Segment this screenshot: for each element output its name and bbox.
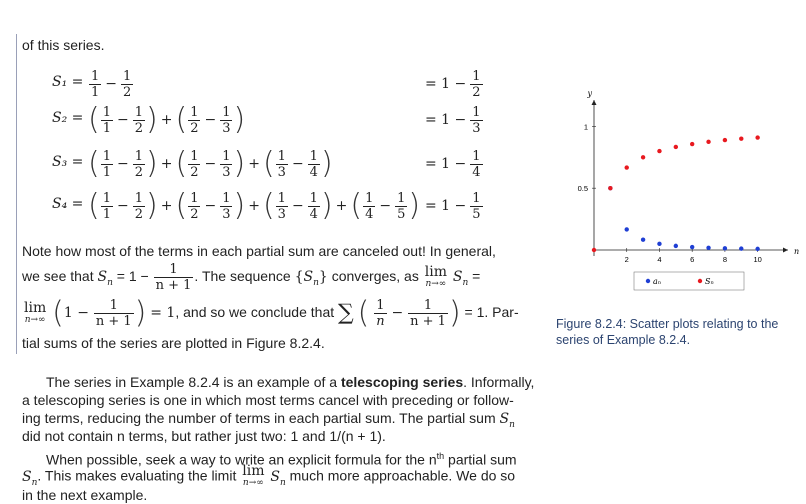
y-axis-label: y xyxy=(587,89,592,98)
x-tick-label: 10 xyxy=(753,255,762,264)
y-tick-label: 0.5 xyxy=(577,184,588,194)
fraction: $\frac{1}{4}$ xyxy=(365,190,374,222)
scatter-plot xyxy=(556,86,800,306)
y-tick-label: 1 xyxy=(583,122,588,132)
point-a-n xyxy=(674,244,678,248)
partial-sum-row: S₂ = ( $\frac{1}{1}$ − $\frac{1}{2}$ ) + ( $\frac{1}{2}$ − $\frac{1}{3}$ ) = 1 − $\frac{1}{3}$ xyxy=(22,100,502,140)
legend-label: aₙ xyxy=(653,277,662,286)
point-s-n xyxy=(706,140,710,144)
fraction: $\frac{1}{4}$ xyxy=(309,148,318,180)
fraction: $\frac{1}{4}$ xyxy=(309,190,318,222)
point-a-n xyxy=(690,245,694,249)
partial-sum-row: S₄ = ( $\frac{1}{1}$ − $\frac{1}{2}$ ) + ( $\frac{1}{2}$ − $\frac{1}{3}$ ) + ( $\frac{1}{3}$ − $\frac{1}{4}$ ) + ( $\frac{1}{4}$ − $\frac{1}{5}$ ) = 1 − $\frac{1}{5}$ xyxy=(22,186,502,226)
fraction: $\frac{1}{3}$ xyxy=(222,104,231,136)
x-axis-label: n xyxy=(794,247,800,256)
x-tick-label: 6 xyxy=(690,255,695,264)
point-s-n xyxy=(755,135,759,139)
point-s-n xyxy=(592,248,596,252)
point-s-n xyxy=(674,145,678,149)
fraction: $\frac{1}{1}$ xyxy=(102,148,111,180)
para1-line1: Note how most of the terms in each partial sum are canceled out! In general, xyxy=(22,243,496,259)
legend-marker xyxy=(646,279,650,283)
para3-line1: When possible, seek a way to write an explicit formula for the $n^{th}$ partial sum xyxy=(46,451,517,468)
para2-line1: The series in Example 8.2.4 is an example of a telescoping series. Informally, xyxy=(46,374,535,390)
point-s-n xyxy=(739,137,743,141)
partial-sum-result: = 1 − $\frac{1}{4}$ xyxy=(425,148,481,180)
point-a-n xyxy=(706,246,710,250)
margin-rule xyxy=(16,34,17,354)
x-tick-label: 4 xyxy=(657,255,662,264)
x-tick-label: 8 xyxy=(722,255,727,264)
fraction: $\frac{1}{2}$ xyxy=(190,190,199,222)
point-a-n xyxy=(625,227,629,231)
fraction: $\frac{1}{1}$ xyxy=(102,104,111,136)
point-s-n xyxy=(625,165,629,169)
partial-sum-result: = 1 − $\frac{1}{3}$ xyxy=(425,104,481,136)
partial-sum-label: S₂ = xyxy=(52,110,84,126)
fraction: $\frac{1}{2}$ xyxy=(134,148,144,180)
fraction: $\frac{1}{3}$ xyxy=(277,190,286,222)
legend-label: Sₙ xyxy=(705,277,714,286)
fraction: $\frac{1}{n + 1}$ xyxy=(155,262,192,293)
point-s-n xyxy=(608,186,612,190)
partial-sum-label: S₄ = xyxy=(52,196,84,212)
para3-line3: in the next example. xyxy=(22,487,148,503)
point-s-n xyxy=(723,138,727,142)
legend-marker xyxy=(698,279,702,283)
point-a-n xyxy=(723,246,727,250)
fraction: $\frac{1}{2}$ xyxy=(134,190,144,222)
x-tick-label: 2 xyxy=(624,255,629,264)
fraction: $\frac{1}{2}$ xyxy=(190,104,199,136)
para3-line2: $S_n$. This makes evaluating the limit lim n→∞ $S_n$ much more approachable. We do so xyxy=(22,463,516,488)
para1-line3: lim n→∞ (1 − $\frac{1}{n + 1}$ ) = 1, and so we conclude that ∑ ( $\frac{1}{n}$ − $\frac{1}{n + 1}$ ) = 1. Par- xyxy=(24,295,519,331)
para2-line3: ing terms, reducing the number of terms in each partial sum. The partial sum $S_n$ xyxy=(22,410,515,430)
partial-sum-result: = 1 − $\frac{1}{5}$ xyxy=(425,190,481,222)
x-axis-arrow xyxy=(783,248,788,253)
y-axis-arrow xyxy=(592,100,597,105)
para2-line4: did not contain n terms, but rather just two: 1 and 1/(n + 1). xyxy=(22,428,386,444)
term-telescoping-series: telescoping series xyxy=(340,374,464,390)
para1-line2: we see that $S_n = 1$ − $\frac{1}{n + 1}$ . The sequence $\{S_n\}$ converges, as lim n→∞ $S_n$ = xyxy=(22,262,481,293)
intro-text: of this series. xyxy=(22,37,105,53)
fraction: $\frac{1}{2}$ xyxy=(134,104,144,136)
fraction: $\frac{1}{3}$ xyxy=(277,148,286,180)
partial-sum-label: S₃ = xyxy=(52,154,84,170)
point-s-n xyxy=(641,155,645,159)
point-a-n xyxy=(657,242,661,246)
fraction: $\frac{1}{3}$ xyxy=(222,190,231,222)
figure-caption: Figure 8.2.4: Scatter plots relating to the series of Example 8.2.4. xyxy=(556,317,779,347)
fraction: $\frac{1}{2}$ xyxy=(123,68,132,100)
fraction: $\frac{1}{1}$ xyxy=(102,190,111,222)
point-a-n xyxy=(641,238,645,242)
legend-box xyxy=(634,272,744,290)
fraction: $\frac{1}{3}$ xyxy=(222,148,231,180)
para2-line2: a telescoping series is one in which most terms cancel with preceding or follow- xyxy=(22,392,514,408)
point-a-n xyxy=(739,246,743,250)
section-tab xyxy=(660,0,800,2)
partial-sum-row: S₃ = ( $\frac{1}{1}$ − $\frac{1}{2}$ ) + ( $\frac{1}{2}$ − $\frac{1}{3}$ ) + ( $\frac{1}{3}$ − $\frac{1}{4}$ ) = 1 − $\frac{1}{4}$ xyxy=(22,144,502,184)
partial-sum-row: S₁ = $\frac{1}{1}$ − $\frac{1}{2}$ = 1 − $\frac{1}{2}$ xyxy=(22,64,502,104)
point-s-n xyxy=(657,149,661,153)
fraction: $\frac{1}{1}$ xyxy=(91,68,100,100)
point-s-n xyxy=(690,142,694,146)
partial-sum-result: = 1 − $\frac{1}{2}$ xyxy=(425,68,481,100)
point-a-n xyxy=(755,247,759,251)
partial-sum-label: S₁ = xyxy=(52,74,84,90)
fraction: $\frac{1}{5}$ xyxy=(397,190,406,222)
para1-line4: tial sums of the series are plotted in Figure 8.2.4. xyxy=(22,335,325,351)
fraction: $\frac{1}{2}$ xyxy=(190,148,199,180)
